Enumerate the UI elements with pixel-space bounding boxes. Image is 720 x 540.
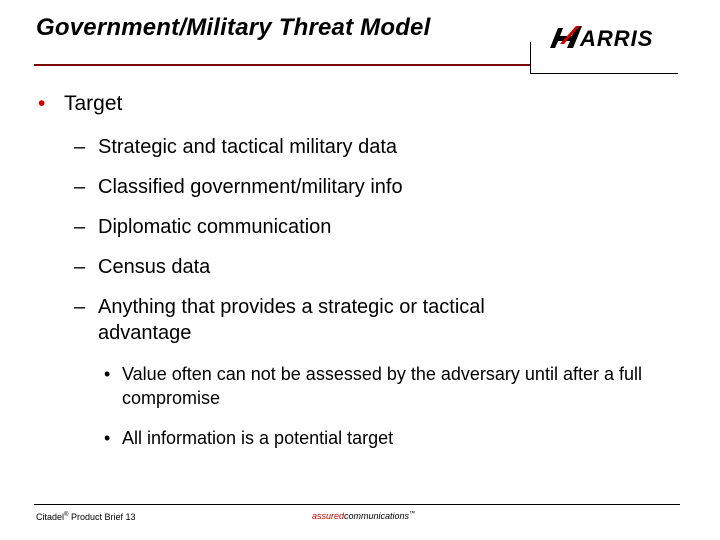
footer-product bbox=[36, 512, 135, 522]
footer-product-rest: Product Brief 13 bbox=[68, 512, 136, 522]
tagline-assured: assured bbox=[312, 511, 345, 521]
sub-sub-item-text: All information is a potential target bbox=[122, 428, 394, 448]
dash-marker: – bbox=[74, 296, 86, 318]
tagline-communications: communications bbox=[344, 511, 410, 521]
sub-item-text: Strategic and tactical military data bbox=[98, 136, 398, 158]
sub-item-text: Diplomatic communication bbox=[98, 216, 332, 238]
bullet-target bbox=[38, 92, 122, 116]
bullet-marker: • bbox=[104, 364, 111, 384]
logo-rule bbox=[530, 73, 678, 74]
sub-item bbox=[74, 254, 568, 280]
harris-logo bbox=[546, 22, 668, 50]
sub-item-text: Census data bbox=[98, 256, 211, 278]
sub-item bbox=[74, 294, 568, 346]
footer-rule bbox=[34, 504, 680, 505]
sub-item bbox=[74, 174, 568, 200]
logo-divider bbox=[530, 42, 531, 74]
slide-title: Government/Military Threat Model bbox=[36, 14, 431, 41]
sub-sub-item bbox=[104, 362, 672, 410]
footer-product-name: Citadel bbox=[36, 512, 65, 522]
sub-sub-item-text: Value often can not be assessed by the adversary until after a full compromise bbox=[122, 364, 642, 408]
bullet-marker: • bbox=[38, 92, 46, 115]
sub-sub-item bbox=[104, 426, 672, 450]
dash-marker: – bbox=[74, 136, 86, 158]
sub-item bbox=[74, 134, 568, 160]
sub-item-text: Anything that provides a strategic or tactical advantage bbox=[98, 296, 485, 344]
sub-item-text: Classified government/military info bbox=[98, 176, 403, 198]
title-rule bbox=[34, 64, 530, 66]
dash-marker: – bbox=[74, 216, 86, 238]
bullet-text: Target bbox=[64, 92, 123, 115]
bullet-marker: • bbox=[104, 428, 111, 448]
svg-text:ARRIS: ARRIS bbox=[580, 26, 654, 50]
registered-mark: ® bbox=[64, 512, 69, 518]
sub-item bbox=[74, 214, 568, 240]
trademark-mark: ™ bbox=[409, 511, 416, 517]
dash-marker: – bbox=[74, 176, 86, 198]
footer-tagline bbox=[312, 511, 415, 521]
dash-marker: – bbox=[74, 256, 86, 278]
